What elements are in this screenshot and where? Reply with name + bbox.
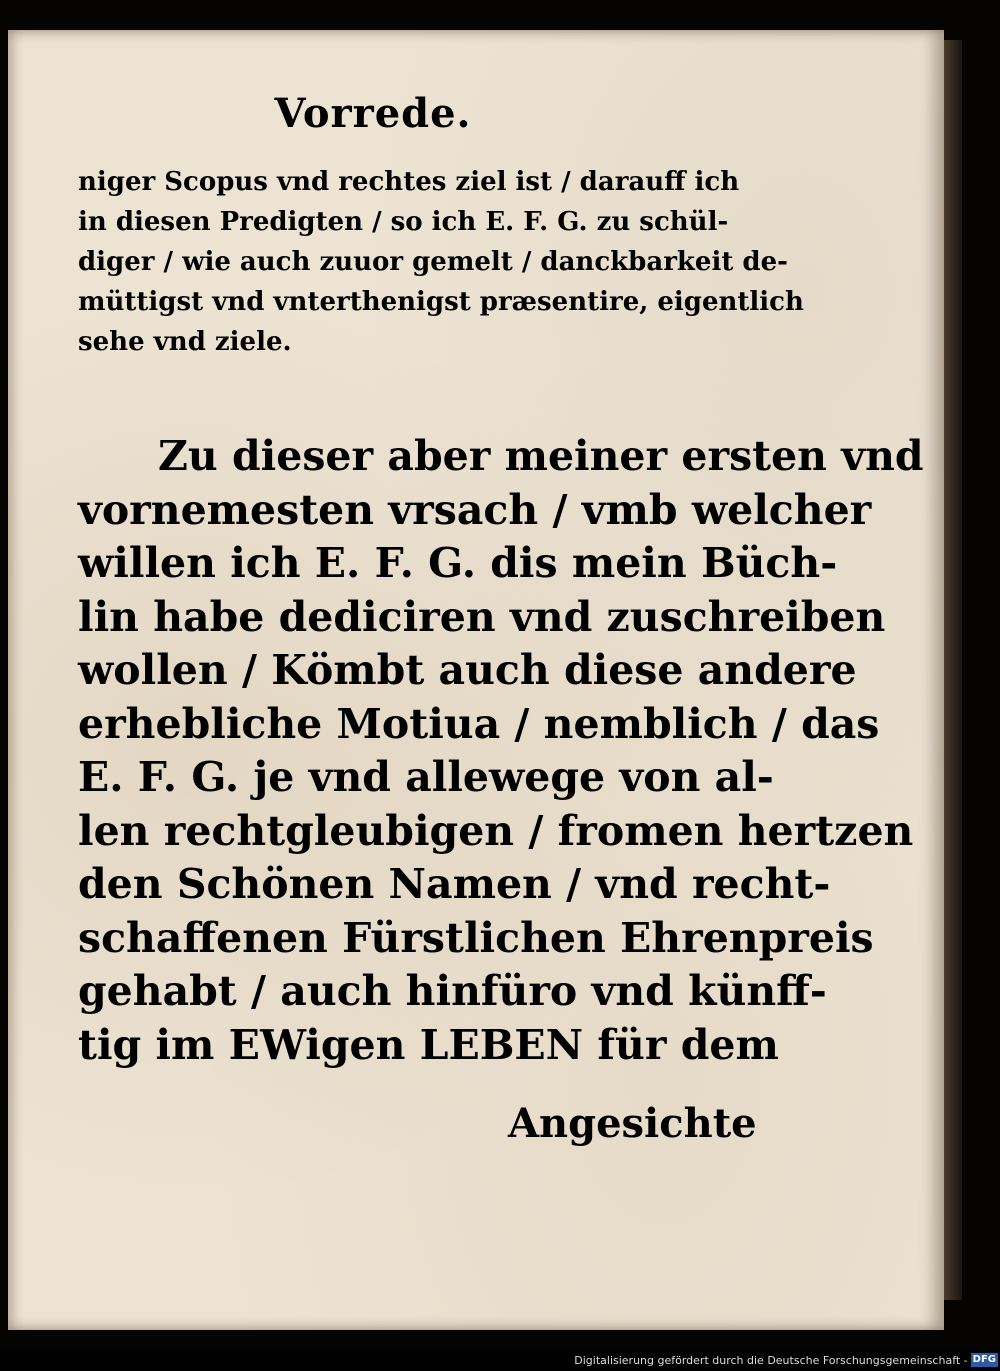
text-line: sehe vnd ziele. [78, 327, 292, 357]
text-line: den Schönen Namen / vnd recht- [78, 860, 831, 908]
text-line: Zu dieser aber meiner ersten vnd [158, 432, 924, 480]
digitization-footer [574, 1351, 998, 1369]
text-line: len rechtgleubigen / fromen hertzen [78, 806, 914, 855]
text-line: E. F. G. je vnd allewege von al- [78, 753, 774, 801]
text-line: vornemesten vrsach / vmb welcher [78, 485, 872, 534]
text-line: diger / wie auch zuuor gemelt / danckbarkeit de- [78, 247, 788, 277]
catchword: Angesichte [508, 1100, 757, 1147]
large-text-block [78, 430, 924, 1072]
page-edge-shadow [944, 40, 962, 1300]
text-line: wollen / Kömbt auch diese andere [78, 646, 857, 694]
footer-credit: Digitalisierung gefördert durch die Deutsche Forschungsgemeinschaft - [574, 1353, 968, 1367]
text-line: gehabt / auch hinfüro vnd künff- [78, 967, 827, 1015]
text-line: in diesen Predigten / so ich E. F. G. zu schül- [78, 207, 729, 237]
page-heading: Vorrede. [274, 90, 472, 137]
text-line: müttigst vnd vnterthenigst præsentire, eigentlich [78, 287, 804, 317]
text-line: lin habe dediciren vnd zuschreiben [78, 592, 886, 641]
text-line: niger Scopus vnd rechtes ziel ist / darauff ich [78, 167, 740, 197]
small-text-block [78, 162, 804, 362]
text-line: tig im EWigen LEBEN für dem [78, 1020, 779, 1069]
book-page [8, 30, 944, 1330]
text-line: willen ich E. F. G. dis mein Büch- [78, 539, 838, 587]
text-line: erhebliche Motiua / nemblich / das [78, 699, 880, 748]
dfg-logo-icon: DFG [972, 1354, 996, 1365]
text-line: schaffenen Fürstlichen Ehrenpreis [78, 913, 874, 962]
